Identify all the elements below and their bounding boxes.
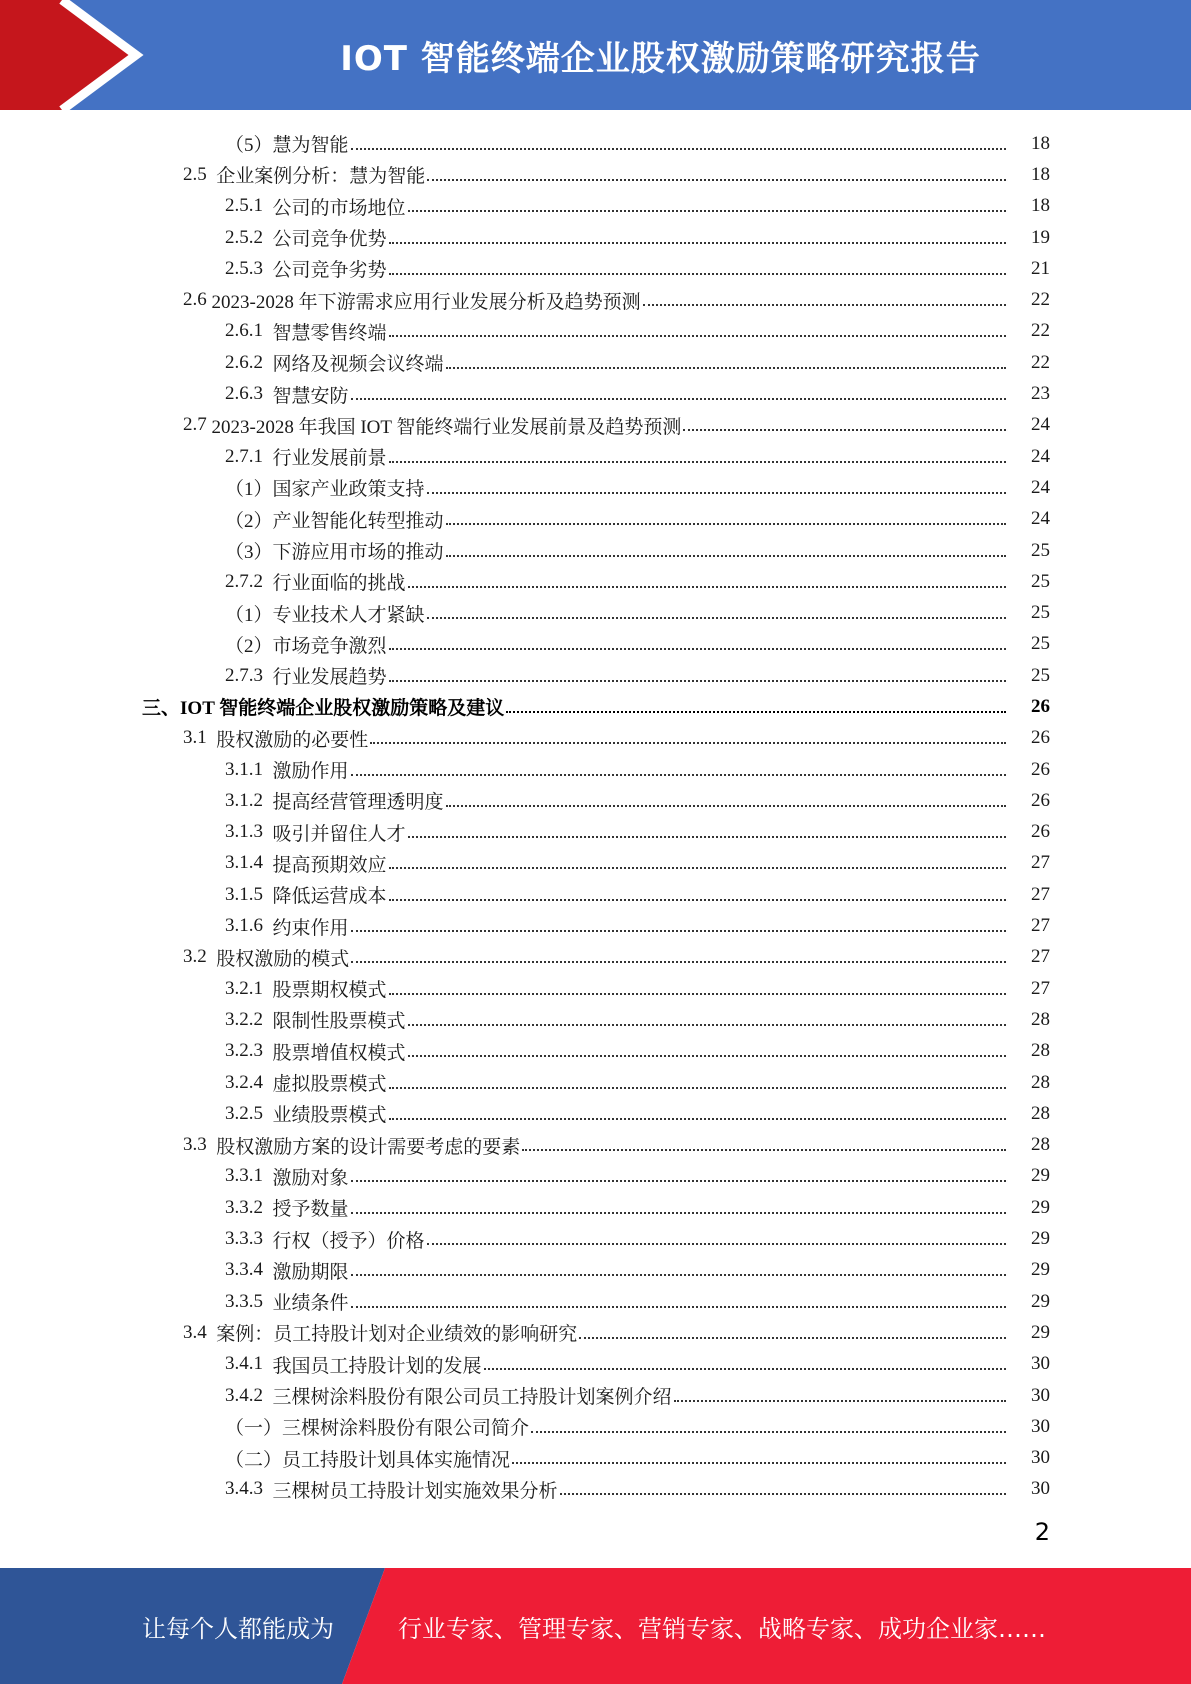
toc-entry-number: （2） — [225, 510, 273, 532]
toc-dot-leader — [389, 317, 1006, 337]
toc-entry[interactable] — [0, 1192, 1191, 1223]
toc-entry-title: 行权（授予）价格 — [272, 1230, 425, 1252]
toc-entry-number: 3.3.1 — [225, 1165, 273, 1187]
toc-entry-title: 限制性股票模式 — [272, 1011, 406, 1033]
toc-entry-title: 提高预期效应 — [272, 854, 387, 876]
toc-entry-number: 3.2.4 — [225, 1071, 273, 1093]
toc-entry-title: 业绩股票模式 — [272, 1105, 387, 1127]
toc-entry[interactable] — [0, 222, 1191, 253]
toc-entry-page: 29 — [1031, 1228, 1050, 1250]
toc-entry[interactable] — [0, 1442, 1191, 1473]
toc-entry-number: （2） — [225, 635, 273, 657]
toc-entry-number: 2.6.2 — [225, 351, 273, 373]
toc-entry[interactable] — [0, 284, 1191, 315]
toc-entry-number: 3.2.3 — [225, 1040, 273, 1062]
toc-dot-leader — [351, 1194, 1006, 1214]
toc-entry-title: 股票增值权模式 — [272, 1042, 406, 1064]
toc-entry-title: 智慧安防 — [272, 385, 349, 407]
toc-entry[interactable] — [0, 973, 1191, 1004]
toc-entry-page: 23 — [1031, 383, 1050, 405]
toc-entry-number: 2.7 — [183, 414, 212, 436]
toc-entry-page: 27 — [1031, 946, 1050, 968]
toc-entry-title: 股权激励的必要性 — [216, 729, 369, 751]
toc-entry-number: （一） — [225, 1418, 283, 1440]
header-red-chevron — [0, 0, 136, 110]
toc-entry-number: 2.5.1 — [225, 195, 273, 217]
toc-entry-number: （3） — [225, 542, 273, 563]
toc-entry[interactable] — [0, 1380, 1191, 1411]
toc-entry[interactable] — [0, 754, 1191, 785]
toc-entry-number: 3.1.5 — [225, 883, 273, 905]
toc-entry-page: 18 — [1031, 132, 1050, 154]
toc-entry-number: 3.4.2 — [225, 1384, 273, 1406]
toc-entry-number: 2.5.3 — [225, 257, 273, 279]
toc-entry-number: （1） — [225, 604, 273, 626]
toc-entry-number: （5） — [225, 135, 273, 157]
toc-entry-number: 3.3.5 — [225, 1290, 273, 1312]
toc-entry-title: 公司竞争劣势 — [272, 260, 387, 282]
toc-entry-title: 虚拟股票模式 — [272, 1074, 387, 1096]
toc-dot-leader — [427, 599, 1006, 619]
toc-entry-number: 3.2.1 — [225, 977, 273, 999]
toc-entry-number: 3.1.2 — [225, 789, 273, 811]
toc-dot-leader — [389, 849, 1006, 869]
toc-entry-title: 提高经营管理透明度 — [272, 792, 444, 814]
toc-entry-title: 降低运营成本 — [272, 886, 387, 908]
toc-dot-leader — [351, 380, 1006, 400]
toc-entry-number: 3.1.6 — [225, 915, 273, 937]
toc-entry-page: 22 — [1031, 289, 1050, 311]
toc-entry-title: 专业技术人才紧缺 — [272, 604, 425, 626]
toc-entry[interactable] — [0, 566, 1191, 597]
page-footer — [0, 1568, 1191, 1684]
toc-entry-page: 24 — [1031, 445, 1050, 467]
toc-entry[interactable] — [0, 1067, 1191, 1098]
toc-entry-number: 3.3.2 — [225, 1196, 273, 1218]
toc-entry[interactable] — [0, 723, 1191, 754]
toc-entry-page: 27 — [1031, 915, 1050, 937]
toc-entry-page: 24 — [1031, 476, 1050, 498]
toc-entry-title: 下游应用市场的推动 — [272, 542, 444, 563]
toc-dot-leader — [408, 818, 1006, 838]
toc-entry-page: 26 — [1031, 727, 1050, 749]
toc-entry-number: 3.4 — [183, 1321, 217, 1343]
toc-entry-title: 业绩条件 — [272, 1293, 349, 1315]
toc-dot-leader — [351, 943, 1006, 963]
toc-entry-number: 3.1.4 — [225, 852, 273, 874]
toc-dot-leader — [674, 1382, 1006, 1402]
toc-entry-page: 25 — [1031, 602, 1050, 624]
toc-entry-number: 2.7.3 — [225, 664, 273, 686]
toc-entry[interactable] — [0, 1411, 1191, 1442]
toc-entry[interactable] — [0, 378, 1191, 409]
toc-entry-title: 吸引并留住人才 — [272, 823, 406, 845]
toc-entry-page: 25 — [1031, 539, 1050, 561]
toc-entry-page: 26 — [1031, 821, 1050, 843]
toc-entry-title: 股票期权模式 — [272, 980, 387, 1002]
toc-entry-title: 产业智能化转型推动 — [272, 510, 444, 532]
toc-entry-number: 3.1.1 — [225, 758, 273, 780]
toc-dot-leader — [351, 756, 1006, 776]
toc-entry-title: 员工持股计划具体实施情况 — [282, 1449, 511, 1471]
toc-entry-page: 27 — [1031, 883, 1050, 905]
toc-entry-number: 3.4.1 — [225, 1353, 273, 1375]
toc-dot-leader — [579, 1319, 1006, 1339]
toc-entry-page: 28 — [1031, 1008, 1050, 1030]
toc-entry-number: 3.2.5 — [225, 1102, 273, 1124]
toc-dot-leader — [446, 537, 1006, 557]
toc-entry-number: 3.3.3 — [225, 1228, 273, 1250]
toc-entry-number: （二） — [225, 1449, 283, 1471]
toc-dot-leader — [531, 1413, 1006, 1433]
toc-entry-title: 2023-2028 年我国 IOT 智能终端行业发展前景及趋势预测 — [211, 416, 682, 438]
toc-dot-leader — [389, 1100, 1006, 1120]
toc-entry-title: 行业发展前景 — [272, 448, 387, 470]
toc-entry[interactable] — [0, 691, 1191, 722]
toc-entry-number: （1） — [225, 479, 273, 501]
toc-entry-page: 18 — [1031, 163, 1050, 185]
toc-dot-leader — [427, 1225, 1006, 1245]
toc-entry[interactable] — [0, 1130, 1191, 1161]
toc-dot-leader — [512, 1444, 1006, 1464]
toc-entry[interactable] — [0, 848, 1191, 879]
toc-dot-leader — [370, 724, 1006, 744]
toc-entry-title: 企业案例分析：慧为智能 — [216, 166, 426, 188]
toc-entry[interactable] — [0, 253, 1191, 284]
toc-entry-title: 公司的市场地位 — [272, 197, 406, 219]
toc-entry-page: 29 — [1031, 1259, 1050, 1281]
page-header — [0, 0, 1191, 110]
toc-dot-leader — [351, 1256, 1006, 1276]
toc-entry-title: 我国员工持股计划的发展 — [272, 1355, 482, 1377]
toc-dot-leader — [389, 630, 1006, 650]
toc-entry-title: 网络及视频会议终端 — [272, 354, 444, 376]
toc-entry-title: 慧为智能 — [272, 135, 349, 157]
toc-entry[interactable] — [0, 347, 1191, 378]
toc-entry-page: 25 — [1031, 664, 1050, 686]
toc-entry-page: 22 — [1031, 351, 1050, 373]
toc-entry-title: IOT 智能终端企业股权激励策略及建议 — [180, 698, 505, 720]
toc-entry[interactable] — [0, 879, 1191, 910]
toc-entry[interactable] — [0, 785, 1191, 816]
toc-entry-title: 三棵树涂料股份有限公司简介 — [282, 1418, 530, 1440]
toc-dot-leader — [446, 349, 1006, 369]
toc-entry[interactable] — [0, 159, 1191, 190]
toc-entry-number: 3.4.3 — [225, 1478, 273, 1500]
toc-entry[interactable] — [0, 1349, 1191, 1380]
toc-entry-page: 26 — [1031, 758, 1050, 780]
toc-entry-number: 三、 — [142, 698, 181, 720]
toc-entry-page: 26 — [1031, 789, 1050, 811]
toc-dot-leader — [683, 411, 1006, 431]
toc-dot-leader — [389, 255, 1006, 275]
toc-entry[interactable] — [0, 472, 1191, 503]
toc-entry-title: 公司竞争优势 — [272, 229, 387, 251]
toc-entry[interactable] — [0, 1098, 1191, 1129]
toc-entry[interactable] — [0, 410, 1191, 441]
toc-entry[interactable] — [0, 1036, 1191, 1067]
toc-dot-leader — [446, 505, 1006, 525]
toc-entry[interactable] — [0, 1317, 1191, 1348]
footer-slogan-right: 行业专家、管理专家、营销专家、战略专家、成功企业家…… — [398, 1614, 1046, 1643]
toc-entry[interactable] — [0, 660, 1191, 691]
toc-entry-page: 30 — [1031, 1384, 1050, 1406]
toc-entry-number: 3.1.3 — [225, 821, 273, 843]
toc-dot-leader — [427, 474, 1006, 494]
toc-dot-leader — [446, 787, 1006, 807]
toc-entry-number: 2.6.3 — [225, 383, 273, 405]
toc-entry-title: 三棵树员工持股计划实施效果分析 — [272, 1480, 558, 1502]
toc-entry-page: 30 — [1031, 1447, 1050, 1469]
toc-entry[interactable] — [0, 597, 1191, 628]
header-arrow-decoration — [0, 0, 160, 110]
toc-entry[interactable] — [0, 128, 1191, 159]
toc-entry[interactable] — [0, 910, 1191, 941]
toc-entry-page: 29 — [1031, 1321, 1050, 1343]
toc-dot-leader — [427, 161, 1006, 181]
toc-entry-page: 27 — [1031, 977, 1050, 999]
toc-entry[interactable] — [0, 1223, 1191, 1254]
toc-dot-leader — [351, 912, 1006, 932]
toc-entry-number: 3.3.4 — [225, 1259, 273, 1281]
toc-entry-number: 3.2.2 — [225, 1008, 273, 1030]
toc-entry-title: 约束作用 — [272, 917, 349, 939]
toc-entry-number: 2.7.1 — [225, 445, 273, 467]
toc-dot-leader — [351, 1288, 1006, 1308]
toc-entry-page: 26 — [1031, 695, 1050, 717]
toc-entry-title: 授予数量 — [272, 1199, 349, 1221]
toc-entry[interactable] — [0, 535, 1191, 566]
toc-entry-page: 19 — [1031, 226, 1050, 248]
toc-dot-leader — [408, 192, 1006, 212]
toc-dot-leader — [522, 1131, 1006, 1151]
toc-entry-number: 2.5 — [183, 163, 217, 185]
toc-entry[interactable] — [0, 1286, 1191, 1317]
toc-entry-page: 25 — [1031, 633, 1050, 655]
toc-entry-page: 24 — [1031, 414, 1050, 436]
toc-entry[interactable] — [0, 441, 1191, 472]
toc-entry[interactable] — [0, 316, 1191, 347]
toc-entry[interactable] — [0, 1474, 1191, 1505]
toc-entry-title: 国家产业政策支持 — [272, 479, 425, 501]
toc-entry-page: 29 — [1031, 1290, 1050, 1312]
toc-entry-page: 29 — [1031, 1196, 1050, 1218]
toc-dot-leader — [643, 286, 1006, 306]
table-of-contents — [0, 128, 1191, 1505]
toc-entry[interactable] — [0, 629, 1191, 660]
toc-entry[interactable] — [0, 504, 1191, 535]
toc-dot-leader — [408, 1037, 1006, 1057]
toc-entry-title: 激励期限 — [272, 1261, 349, 1283]
toc-entry[interactable] — [0, 191, 1191, 222]
toc-entry-page: 28 — [1031, 1040, 1050, 1062]
toc-dot-leader — [351, 130, 1006, 150]
toc-dot-leader — [351, 1162, 1006, 1182]
toc-entry-title: 市场竞争激烈 — [272, 635, 387, 657]
toc-entry-number: 2.7.2 — [225, 570, 273, 592]
toc-entry-page: 30 — [1031, 1415, 1050, 1437]
toc-entry-page: 28 — [1031, 1134, 1050, 1156]
toc-dot-leader — [389, 1069, 1006, 1089]
toc-entry-page: 29 — [1031, 1165, 1050, 1187]
toc-entry-number: 3.2 — [183, 946, 217, 968]
toc-entry-page: 28 — [1031, 1071, 1050, 1093]
toc-entry-page: 27 — [1031, 852, 1050, 874]
report-title: IOT 智能终端企业股权激励策略研究报告 — [340, 38, 981, 79]
toc-entry-page: 30 — [1031, 1478, 1050, 1500]
toc-dot-leader — [506, 693, 1006, 713]
toc-entry-number: 2.6 — [183, 289, 212, 311]
toc-entry-title: 行业面临的挑战 — [272, 573, 406, 595]
toc-entry-number: 3.1 — [183, 727, 217, 749]
toc-entry-title: 激励对象 — [272, 1167, 349, 1189]
toc-dot-leader — [408, 568, 1006, 588]
toc-dot-leader — [408, 1006, 1006, 1026]
toc-entry-page: 21 — [1031, 257, 1050, 279]
toc-entry[interactable] — [0, 817, 1191, 848]
toc-entry[interactable] — [0, 942, 1191, 973]
toc-entry-title: 案例：员工持股计划对企业绩效的影响研究 — [216, 1324, 578, 1346]
toc-dot-leader — [560, 1475, 1006, 1495]
toc-entry-number: 3.3 — [183, 1134, 217, 1156]
toc-entry-title: 股权激励的模式 — [216, 948, 350, 970]
toc-entry-title: 激励作用 — [272, 761, 349, 783]
toc-entry-title: 智慧零售终端 — [272, 322, 387, 344]
toc-entry[interactable] — [0, 1004, 1191, 1035]
toc-entry-title: 股权激励方案的设计需要考虑的要素 — [216, 1136, 521, 1158]
footer-slogan-left: 让每个人都能成为 — [142, 1614, 334, 1643]
toc-dot-leader — [389, 975, 1006, 995]
toc-entry-title: 三棵树涂料股份有限公司员工持股计划案例介绍 — [272, 1387, 672, 1409]
toc-entry-page: 25 — [1031, 570, 1050, 592]
toc-entry-page: 30 — [1031, 1353, 1050, 1375]
toc-dot-leader — [389, 881, 1006, 901]
page-number: 2 — [1034, 1518, 1050, 1546]
toc-entry-page: 22 — [1031, 320, 1050, 342]
toc-entry-page: 24 — [1031, 508, 1050, 530]
toc-entry-page: 18 — [1031, 195, 1050, 217]
toc-dot-leader — [389, 224, 1006, 244]
toc-entry-title: 2023-2028 年下游需求应用行业发展分析及趋势预测 — [211, 291, 641, 313]
toc-entry[interactable] — [0, 1255, 1191, 1286]
toc-dot-leader — [389, 443, 1006, 463]
toc-entry[interactable] — [0, 1161, 1191, 1192]
toc-entry-number: 2.6.1 — [225, 320, 273, 342]
toc-entry-page: 28 — [1031, 1102, 1050, 1124]
toc-entry-title: 行业发展趋势 — [272, 667, 387, 689]
toc-entry-number: 2.5.2 — [225, 226, 273, 248]
toc-dot-leader — [389, 662, 1006, 682]
toc-dot-leader — [484, 1350, 1006, 1370]
